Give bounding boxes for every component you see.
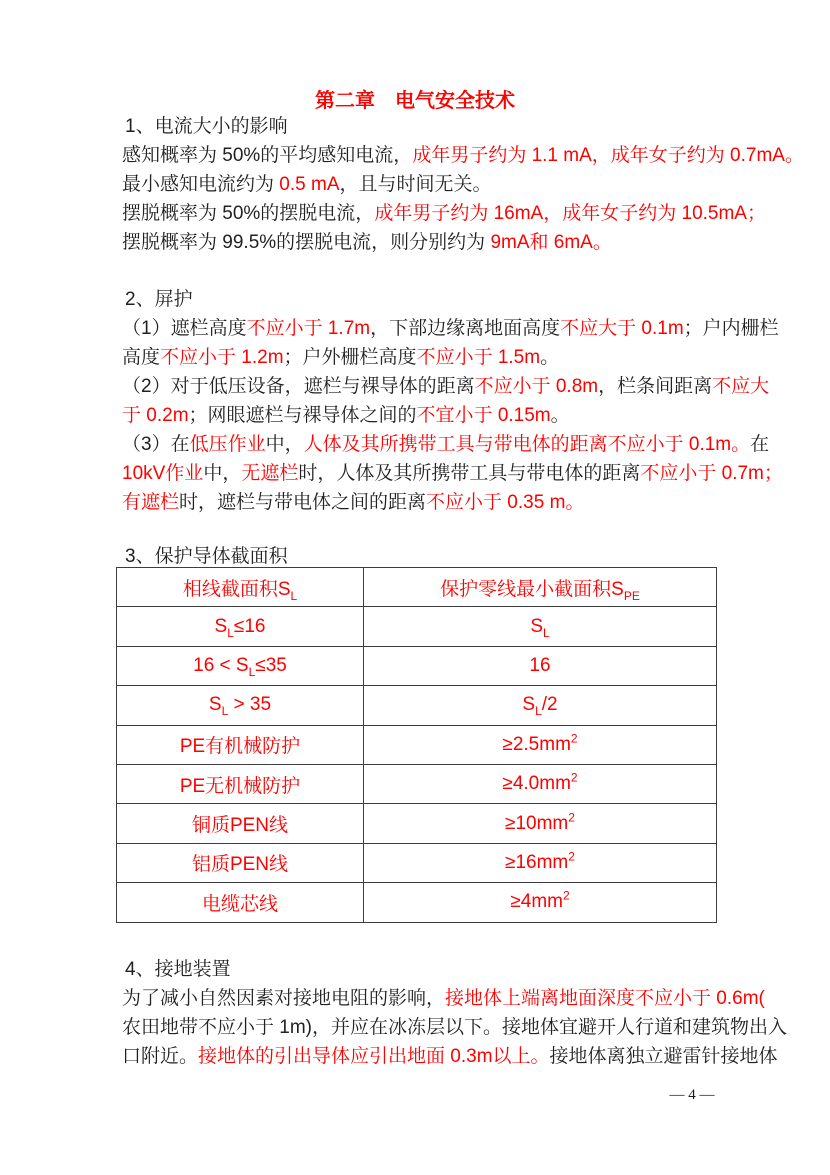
cell-text: 铝质PEN线	[191, 854, 289, 876]
cell-text: ≥10mm	[505, 812, 569, 834]
highlight-text: 不应大于 0.1m	[560, 318, 684, 339]
body-text: 中，	[265, 434, 304, 455]
highlight-text: 有遮栏	[122, 492, 180, 513]
cell-text: ≥4.0mm	[502, 773, 571, 795]
table-header-row	[117, 568, 717, 607]
body-text: （3）在	[122, 434, 190, 455]
table-cell	[364, 764, 717, 803]
highlight-text: 人体及其所携带工具与带电体的距离不应小于 0.1m。	[303, 434, 751, 455]
table-cell	[117, 883, 364, 922]
table-row	[117, 607, 717, 646]
cell-text: S	[208, 694, 222, 716]
subscript-text: L	[227, 625, 234, 640]
highlight-text: 接地体上端离地面深度不应小于 0.6m(	[445, 988, 765, 1009]
text-line	[122, 430, 770, 459]
highlight-text: 无遮栏	[241, 463, 299, 484]
superscript-text: 2	[568, 849, 575, 864]
cell-text: 16	[529, 654, 551, 676]
superscript-text: 2	[570, 731, 578, 746]
text-line	[122, 488, 722, 517]
highlight-text: 接地体的引出导体应引出地面 0.3m以上。	[198, 1046, 550, 1067]
highlight-text: 9mA和 6mA。	[490, 232, 612, 253]
cell-text: S	[214, 615, 228, 637]
highlight-text: 不应小于 0.35 m。	[426, 492, 585, 513]
table-row	[117, 725, 717, 764]
table-cell	[117, 764, 364, 803]
highlight-text: 0.5 mA	[274, 174, 340, 195]
table-cell	[364, 568, 717, 607]
body-text: ，下部边缘离地面高度	[370, 318, 561, 339]
body-text: 高度	[122, 347, 161, 368]
table-row	[117, 883, 717, 922]
table-row	[117, 804, 717, 843]
highlight-text: 不应大	[712, 376, 770, 397]
text-line	[122, 343, 722, 372]
highlight-text: 不应小于 0.8m	[474, 376, 599, 397]
highlight-text: 不应小于 1.5m	[416, 347, 541, 368]
table-cell	[117, 843, 364, 882]
table-row	[117, 686, 717, 725]
body-text: 。	[550, 405, 570, 426]
body-text: 为了减小自然因素对接地电阻的影响，	[122, 988, 446, 1009]
section-heading: 2、屏护	[125, 289, 193, 310]
section-shielding	[122, 285, 783, 517]
table-row	[117, 764, 717, 803]
cell-text: > 35	[228, 694, 272, 716]
cell-text: ≤16	[233, 615, 266, 637]
text-line	[122, 228, 722, 257]
table-cell	[364, 843, 717, 882]
section-body	[122, 141, 804, 257]
page-number: — 4 —	[669, 1087, 715, 1103]
text-line	[122, 459, 783, 488]
table-cell	[117, 646, 364, 685]
highlight-text: 成年男子约为 1.1 mA，成年女子约为 0.7mA。	[412, 145, 804, 166]
cell-text: PE无机械防护	[179, 775, 301, 797]
table-row	[117, 843, 717, 882]
table-cell	[117, 607, 364, 646]
cell-text: S	[530, 615, 543, 637]
cell-text: ≤35	[255, 654, 287, 676]
body-text: （2）对于低压设备，遮栏与裸导体的距离	[122, 376, 475, 397]
superscript-text: 2	[568, 810, 575, 825]
body-text: ；户外栅栏高度	[283, 347, 417, 368]
table-cell	[364, 725, 717, 764]
table-cell	[364, 686, 717, 725]
table-cell	[364, 883, 717, 922]
cell-text: ≥16mm	[505, 851, 569, 873]
cell-text: 相线截面积S	[182, 578, 291, 600]
text-line	[122, 314, 779, 343]
section-heading: 1、电流大小的影响	[125, 116, 288, 137]
chapter-title: 第二章 电气安全技术	[315, 90, 515, 112]
text-line	[122, 984, 765, 1013]
cell-text: ≥4mm	[510, 891, 563, 913]
cell-text: 16 < S	[193, 654, 249, 676]
highlight-text: 10kV作业	[122, 463, 204, 484]
body-text: 口附近。	[122, 1046, 199, 1067]
body-text: 中，	[203, 463, 242, 484]
body-text: 。	[540, 347, 560, 368]
body-text: ，且与时间无关。	[339, 174, 492, 195]
cell-text: /2	[541, 694, 558, 716]
body-text: 摆脱概率为 99.5%的摆脱电流，则分别约为	[122, 232, 491, 253]
body-text: ；网眼遮栏与裸导体之间的	[188, 405, 417, 426]
body-text: 感知概率为 50%的平均感知电流，	[122, 145, 413, 166]
table-cell	[364, 804, 717, 843]
body-text: 时，人体及其所携带工具与带电体的距离	[298, 463, 641, 484]
body-text: 农田地带不应小于 1m)，并应在冰冻层以下。接地体宜避开人行道和建筑物出入	[122, 1017, 788, 1038]
text-line	[122, 170, 722, 199]
highlight-text: 不宜小于 0.15m	[416, 405, 551, 426]
text-line	[122, 401, 722, 430]
body-text: 时，遮栏与带电体之间的距离	[179, 492, 427, 513]
section-body	[122, 984, 788, 1071]
body-text: 接地体离独立避雷针接地体	[549, 1046, 778, 1067]
cell-text: 铜质PEN线	[191, 815, 289, 837]
superscript-text: 2	[570, 770, 578, 785]
subscript-text: L	[290, 588, 298, 603]
text-line	[122, 199, 766, 228]
highlight-text: 于 0.2m	[122, 405, 189, 426]
section-heading: 4、接地装置	[125, 959, 231, 980]
cell-text: PE有机械防护	[179, 736, 301, 758]
section-grounding-device	[122, 955, 788, 1071]
subscript-text: L	[221, 704, 229, 719]
body-text: ，栏条间距离	[598, 376, 713, 397]
body-text: 在	[750, 434, 770, 455]
cell-text: S	[522, 694, 536, 716]
highlight-text: 不应小于 0.7m；	[640, 463, 783, 484]
section-current-magnitude	[122, 112, 804, 257]
cell-text: 保护零线最小截面积S	[440, 578, 624, 600]
body-text: （1）遮栏高度	[122, 318, 247, 339]
table-row	[117, 646, 717, 685]
protective-conductor-table	[116, 567, 717, 923]
text-line	[122, 1013, 788, 1042]
section-body	[122, 314, 783, 517]
superscript-text: 2	[562, 888, 570, 903]
text-line	[122, 141, 804, 170]
table-cell	[364, 607, 717, 646]
highlight-text: 不应小于 1.2m	[160, 347, 284, 368]
subscript-text: L	[543, 625, 550, 640]
text-line	[122, 372, 770, 401]
table-cell	[117, 568, 364, 607]
body-text: 摆脱概率为 50%的摆脱电流，	[122, 203, 375, 224]
table-cell	[117, 804, 364, 843]
text-line	[122, 1042, 778, 1071]
subscript-text: L	[535, 704, 542, 719]
table-cell	[364, 646, 717, 685]
table-cell	[117, 725, 364, 764]
subscript-text: L	[248, 664, 256, 679]
section-heading: 3、保护导体截面积	[125, 546, 288, 567]
cell-text: ≥2.5mm	[502, 733, 571, 755]
highlight-text: 低压作业	[189, 434, 266, 455]
highlight-text: 不应小于 1.7m	[246, 318, 371, 339]
body-text: 最小感知电流约为	[122, 174, 275, 195]
body-text: ；户内栅栏	[683, 318, 779, 339]
cell-text: 电缆芯线	[201, 893, 278, 915]
subscript-text: PE	[623, 588, 640, 603]
highlight-text: 成年男子约为 16mA，成年女子约为 10.5mA；	[374, 203, 766, 224]
table-cell	[117, 686, 364, 725]
